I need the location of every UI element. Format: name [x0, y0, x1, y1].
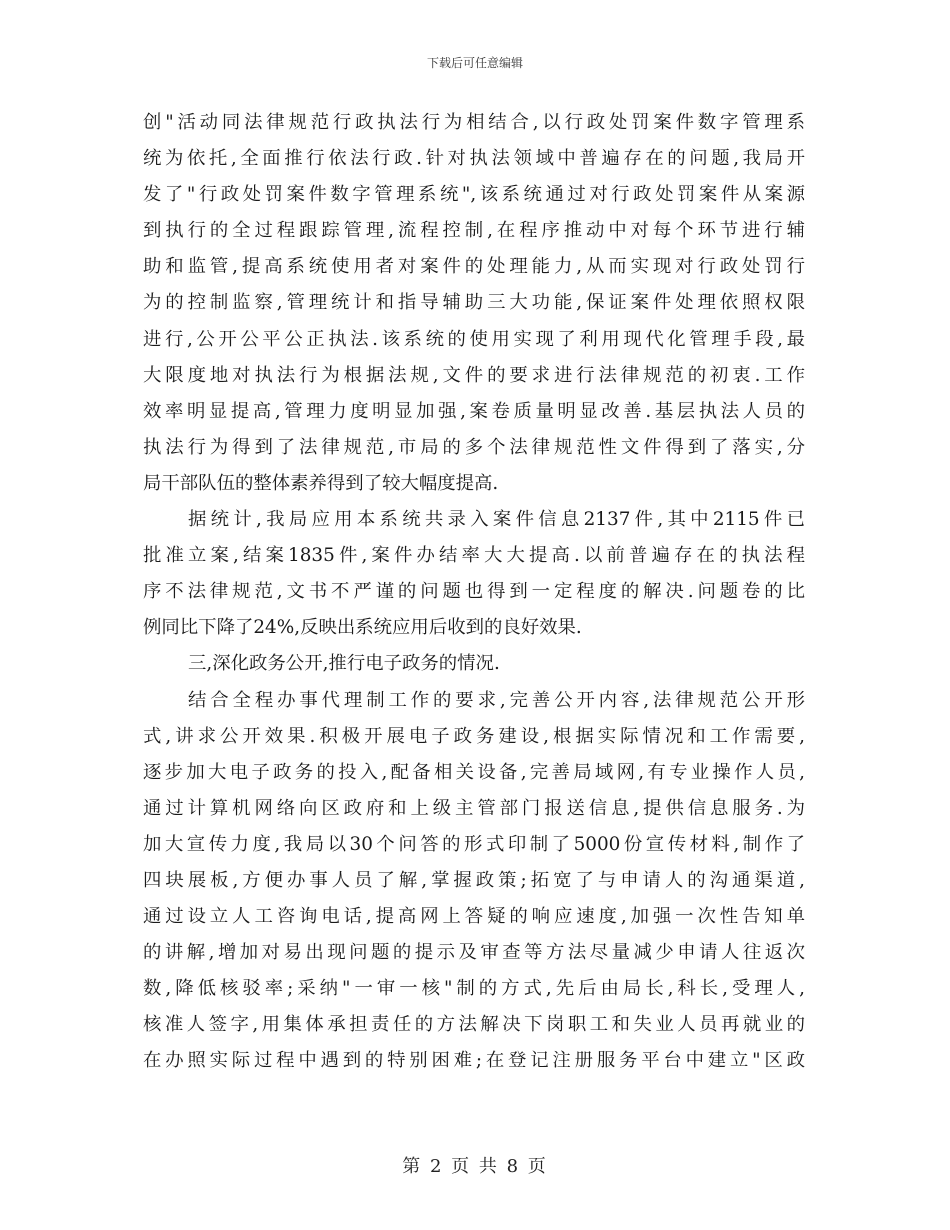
text-line: 助和监管,提高系统使用者对案件的处理能力,从而实现对行政处罚行 — [143, 256, 805, 278]
text-line: 为的控制监察,管理统计和指导辅助三大功能,保证案件处理依照权限 — [143, 292, 805, 314]
text-line: 的讲解,增加对易出现问题的提示及审查等方法尽量减少申请人往返次 — [143, 942, 805, 964]
text-line: 据统计,我局应用本系统共录入案件信息2137件,其中2115件已 — [188, 509, 805, 531]
text-line: 在办照实际过程中遇到的特别困难;在登记注册服务平台中建立"区政 — [143, 1050, 805, 1072]
text-line: 统为依托,全面推行依法行政.针对执法领域中普遍存在的问题,我局开 — [143, 148, 805, 170]
text-line: 进行,公开公平公正执法.该系统的使用实现了利用现代化管理手段,最 — [143, 328, 805, 350]
text-line: 通过设立人工咨询电话,提高网上答疑的响应速度,加强一次性告知单 — [143, 906, 805, 928]
text-line: 通过计算机网络向区政府和上级主管部门报送信息,提供信息服务.为 — [143, 797, 805, 819]
text-line: 例同比下降了24%,反映出系统应用后收到的良好效果. — [143, 617, 582, 639]
text-line: 序不法律规范,文书不严谨的问题也得到一定程度的解决.问题卷的比 — [143, 581, 805, 603]
text-line: 逐步加大电子政务的投入,配备相关设备,完善局域网,有专业操作人员, — [143, 761, 805, 783]
body-text — [143, 105, 805, 1080]
text-line: 到执行的全过程跟踪管理,流程控制,在程序推动中对每个环节进行辅 — [143, 220, 805, 242]
text-line: 三,深化政务公开,推行电子政务的情况. — [188, 653, 500, 675]
text-line: 数,降低核驳率;采纳"一审一核"制的方式,先后由局长,科长,受理人, — [143, 978, 805, 1000]
page-footer: 第 2 页 共 8 页 — [402, 1156, 548, 1177]
text-line: 大限度地对执法行为根据法规,文件的要求进行法律规范的初衷.工作 — [143, 364, 805, 386]
text-line: 局干部队伍的整体素养得到了较大幅度提高. — [143, 472, 499, 494]
text-line: 四块展板,方便办事人员了解,掌握政策;拓宽了与申请人的沟通渠道, — [143, 869, 805, 891]
page-header: 下载后可任意编辑 — [426, 56, 523, 70]
text-line: 执法行为得到了法律规范,市局的多个法律规范性文件得到了落实,分 — [143, 436, 805, 458]
text-line: 创"活动同法律规范行政执法行为相结合,以行政处罚案件数字管理系 — [143, 112, 805, 133]
text-line: 效率明显提高,管理力度明显加强,案卷质量明显改善.基层执法人员的 — [143, 400, 805, 422]
text-line: 批准立案,结案1835件,案件办结率大大提高.以前普遍存在的执法程 — [143, 545, 805, 567]
text-line: 发了"行政处罚案件数字管理系统",该系统通过对行政处罚案件从案源 — [143, 184, 805, 206]
text-line: 加大宣传力度,我局以30个问答的形式印制了5000份宣传材料,制作了 — [143, 833, 805, 855]
text-line: 核准人签字,用集体承担责任的方法解决下岗职工和失业人员再就业的 — [143, 1014, 805, 1036]
text-line: 结合全程办事代理制工作的要求,完善公开内容,法律规范公开形 — [188, 689, 805, 711]
text-line: 式,讲求公开效果.积极开展电子政务建设,根据实际情况和工作需要, — [143, 725, 805, 747]
